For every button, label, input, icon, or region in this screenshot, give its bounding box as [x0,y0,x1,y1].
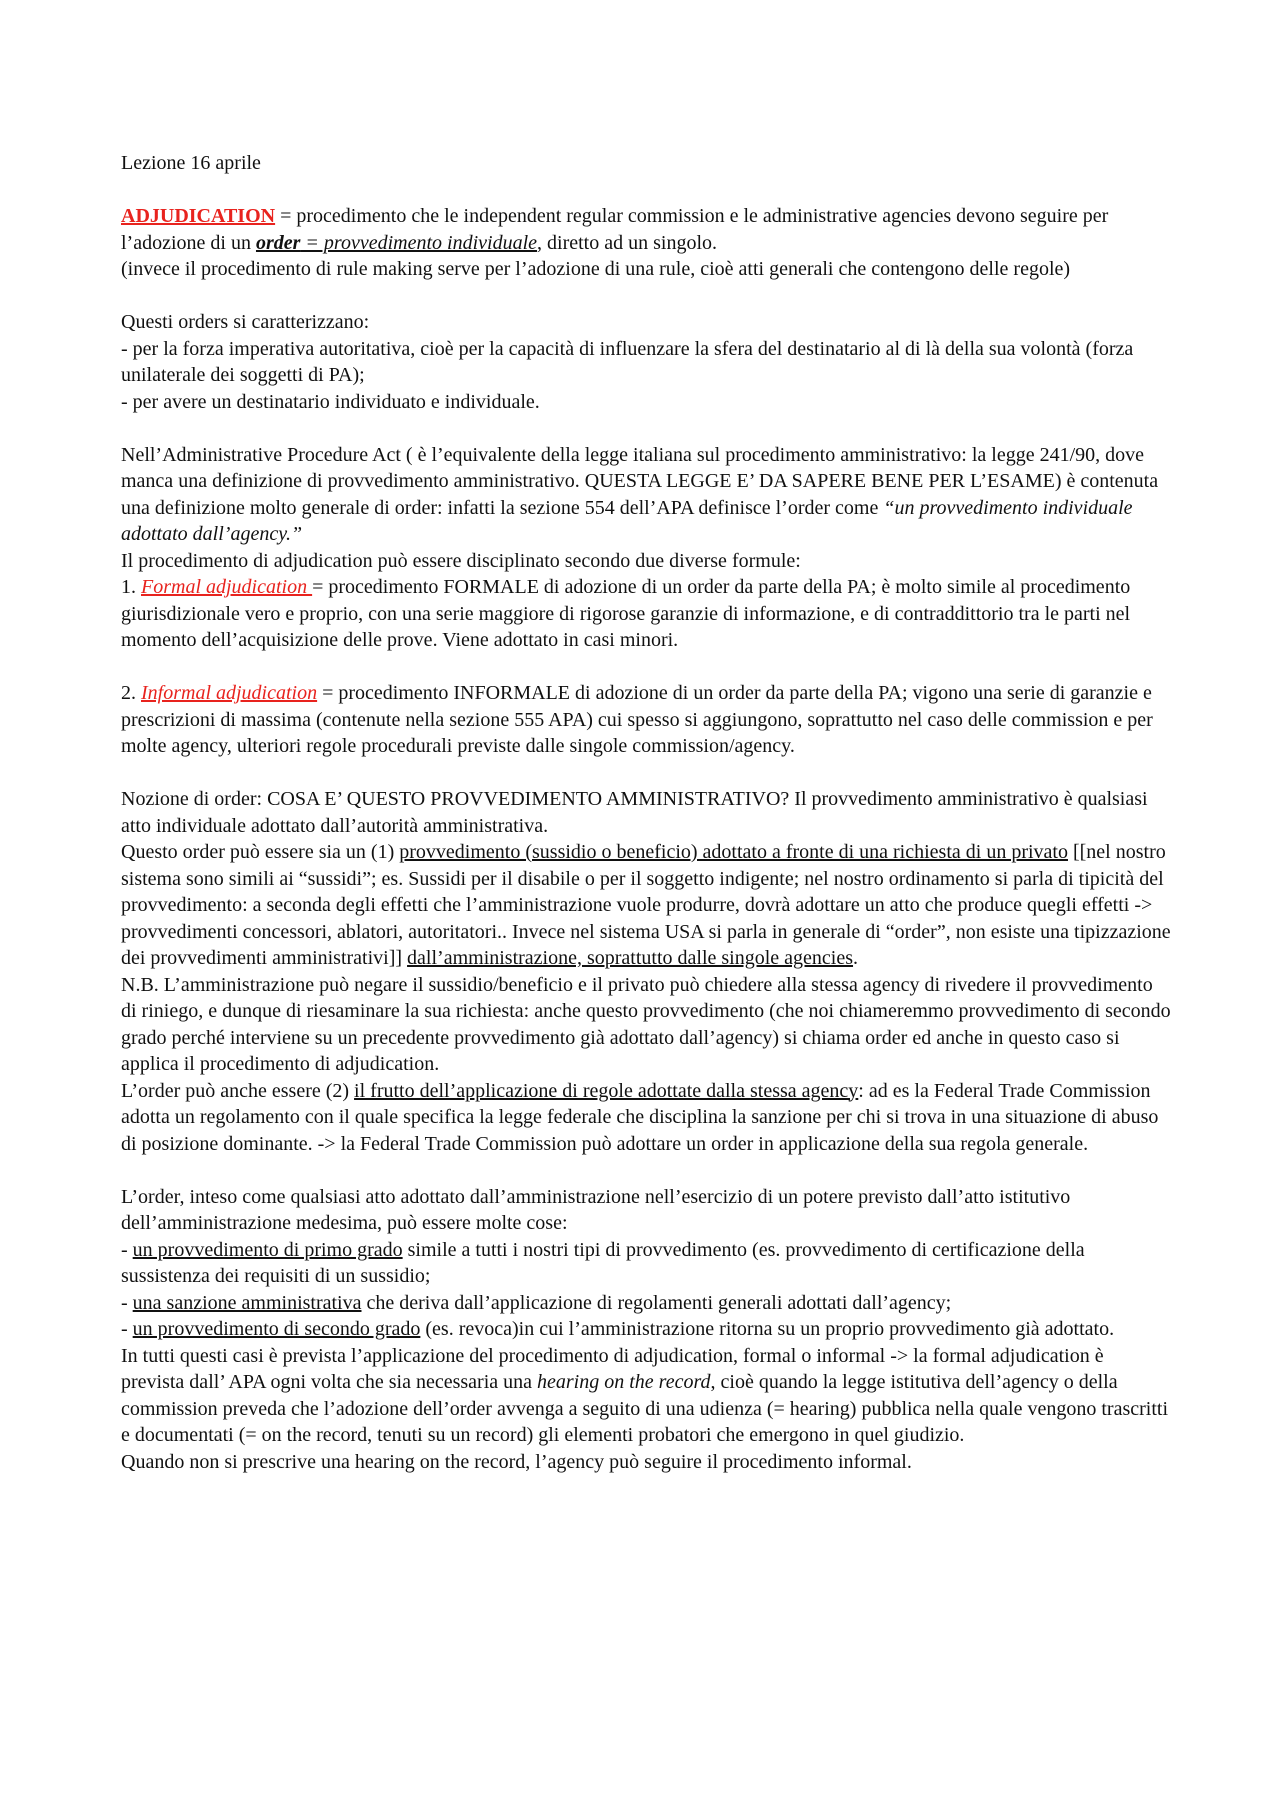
informal-adjudication: 2. Informal adjudication = procedimento INFORMALE di adozione di un order da parte della PA; vigono una serie di garanzie e prescrizioni di massima (contenute nella sezione 555 APA) cui spesso si aggiungono, soprattutto nel caso delle commission e per molte agency, ulteriori regole procedurali previste dalle singole commission/agency. [121,682,1153,757]
adjudication-definition: ADJUDICATION = procedimento che le independent regular commission e le administrative agencies devono seguire per l’adozione di un order = provvedimento individuale, diretto ad un singolo. [121,205,1109,254]
informal-adjudication-term: Informal adjudication [141,682,318,704]
rule-making-note: (invece il procedimento di rule making serve per l’adozione di una rule, cioè atti generali che contengono delle regole) [121,258,1071,280]
hearing-on-the-record: hearing on the record [537,1371,711,1393]
order-term: order [255,231,301,254]
formal-adjudication-term: Formal adjudication [141,576,313,598]
order-kind-2: - una sanzione amministrativa che deriva dall’applicazione di regolamenti generali adottati dall’agency; [121,1291,952,1314]
order-kinds-intro: L’order, inteso come qualsiasi atto adottato dall’amministrazione nell’esercizio di un potere previsto dall’atto istitutivo dell’amministrazione medesima, può essere molte cose: [121,1185,1071,1234]
order-kind-3: - un provvedimento di secondo grado (es. revoca)in cui l’amministrazione ritorna su un proprio provvedimento già adottato. [121,1318,1115,1340]
formal-adjudication: 1. Formal adjudication = procedimento FORMALE di adozione di un order da parte della PA; è molto simile al procedimento giurisdizionale vero e proprio, con una serie maggiore di rigorose garanzie di informazione, e di contraddittorio tra le parti nel momento dell’acquisizione delle prove. Viene adottato in casi minori. [121,576,1131,651]
orders-item-1: - per la forza imperativa autoritativa, cioè per la capacità di influenzare la sfera del destinatario al di là della sua volontà (forza unilaterale dei soggetti di PA); [121,337,1134,386]
order-definition-quote: “un provvedimento individuale adottato dall’agency.” [121,496,1133,545]
order-type-2: L’order può anche essere (2) il frutto dell’applicazione di regole adottate dalla stessa agency: ad es la Federal Trade Commission adotta un regolamento con il quale specifica la legge federale che disciplina la sanzione per chi si trova in una situazione di abuso di posizione dominante. -> la Federal Trade Commission può adottare un order in applicazione della sua regola generale. [121,1079,1159,1155]
adjudication-term: ADJUDICATION [121,205,276,227]
document-page [121,150,1171,1475]
hearing-paragraph: In tutti questi casi è prevista l’applicazione del procedimento di adjudication, formal o informal -> la formal adjudication è prevista dall’ APA ogni volta che sia necessaria una hearing on the record, cioè quando la legge istitutiva dell’agency o della commission preveda che l’adozione dell’order avvenga a seguito di una udienza (= hearing) pubblica nella quale vengono trascritti e documentati (= on the record, tenuti su un record) gli elementi probatori che emergono in quel giudizio. [121,1344,1169,1446]
orders-item-2: - per avere un destinatario individuato e individuale. [121,390,540,413]
orders-intro: Questi orders si caratterizzano: [121,311,370,333]
nota-bene: N.B. L’amministrazione può negare il sussidio/beneficio e il privato può chiedere alla stessa agency di rivedere il provvedimento di riniego, e dunque di riesaminare la sua richiesta: anche questo provvedimento (che noi chiameremmo provvedimento di secondo grado perché interviene su un precedente provvedimento già adottato dall’agency) si chiama order ed anche in questo caso si applica il procedimento di adjudication. [121,973,1171,1075]
lesson-title: Lezione 16 aprile [121,152,261,174]
closing-line: Quando non si prescrive una hearing on the record, l’agency può seguire il procedimento informal. [121,1450,912,1473]
apa-paragraph: Nell’Administrative Procedure Act ( è l’equivalente della legge italiana sul procedimento amministrativo: la legge 241/90, dove manca una definizione di provvedimento amministrativo. QUESTA LEGGE E’ DA SAPERE BENE PER L’ESAME) è contenuta una definizione molto generale di order: infatti la sezione 554 dell’APA definisce l’order come “un provvedimento individuale adottato dall’agency.” [121,443,1159,545]
order-type-1: Questo order può essere sia un (1) provvedimento (sussidio o beneficio) adottato a fronte di una richiesta di un privato [[nel nostro sistema sono simili ai “sussidi”; es. Sussidi per il disabile o per il soggetto indigente; nel nostro ordinamento si parla di tipicità del provvedimento: a seconda degli effetti che l’amministrazione vuole produrre, dovrà adottare un atto che produce quegli effetti -> provvedimenti concessori, ablatori, autoritatori.. Invece nel sistema USA si parla in generale di “order”, non esiste una tipizzazione dei provvedimenti amministrativi]] dall’amministrazione, soprattutto dalle singole agencies. [121,841,1171,969]
order-kind-1: - un provvedimento di primo grado simile a tutti i nostri tipi di provvedimento (es. provvedimento di certificazione della sussistenza dei requisiti di un sussidio; [121,1238,1085,1287]
order-notion: Nozione di order: COSA E’ QUESTO PROVVEDIMENTO AMMINISTRATIVO? Il provvedimento amministrativo è qualsiasi atto individuale adottato dall’autorità amministrativa. [121,788,1148,837]
adjudication-formulas-intro: Il procedimento di adjudication può essere disciplinato secondo due diverse formule: [121,549,801,572]
